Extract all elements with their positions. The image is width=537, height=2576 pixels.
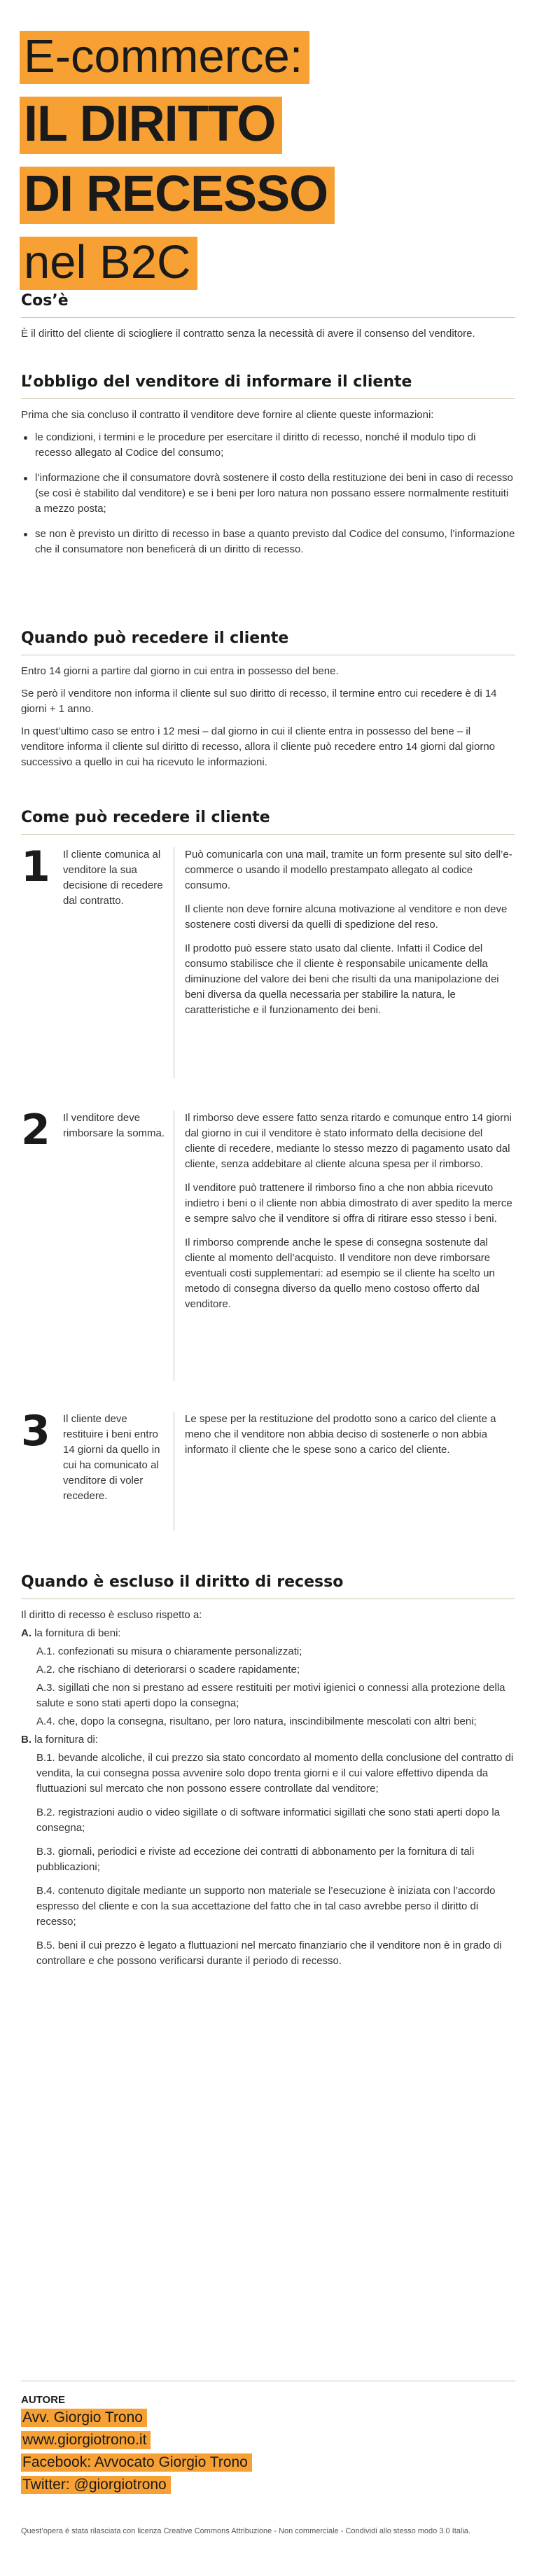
step-summary: Il cliente comunica al venditore la sua decisione di recedere dal contratto. [63,849,163,907]
step-details [185,1412,514,1466]
group-text: la fornitura di: [34,1733,99,1746]
section-divider [21,317,515,318]
step-summary: Il cliente deve restituire i beni entro 14 giorni da quello in cui ha comunicato al venditore di voler recedere. [63,1413,160,1502]
section-heading-quando: Quando può recedere il cliente [21,629,289,647]
step-detail-paragraph: Il cliente non deve fornire alcuna motivazione al venditore e non deve sostenere costi diversi da quelli di spedizione del reso. [185,903,508,931]
step-number: 1 [21,842,50,891]
group-text: la fornitura di beni: [34,1627,121,1639]
author-block [21,2381,515,2498]
quando-p2: Se però il venditore non informa il cliente sul suo diritto di recesso, il termine entro cui recedere è di 14 giorni + 1 anno. [21,687,497,715]
title-line-3: DI RECESSO [20,167,335,224]
title-line-1: E-commerce: [20,31,309,84]
escluso-a-list [21,1644,515,1729]
section-come [21,808,515,843]
author-heading: AUTORE [21,2394,66,2406]
step-detail-paragraph: Il rimborso comprende anche le spese di consegna sostenute dal cliente al momento dell’acquisto. Il venditore non deve rimborsare eventuali costi supplementari: ad esempio se il cliente ha scelto un metodo di consegna diverso da quello meno costoso offerto dal venditore. [185,1237,495,1310]
group-label: B. [21,1733,32,1746]
section-divider [21,398,515,399]
list-item: l’informazione che il consumatore dovrà sostenere il costo della restituzione dei beni in caso di recesso (se così è stabilito dal venditore) e se i beni per loro natura non possano essere normalmente restituiti a mezzo posta; [21,471,515,517]
cose-text: È il diritto del cliente di sciogliere il contratto senza la necessità di avere il consenso del venditore. [21,327,475,340]
list-item: B.5. beni il cui prezzo è legato a fluttuazioni nel mercato finanziario che il venditore non è in grado di controllare e che possono verificarsi durante il periodo di recesso. [36,1939,502,1967]
list-item: A.1. confezionati su misura o chiaramente personalizzati; [36,1645,302,1657]
section-heading-obbligo: L’obbligo del venditore di informare il cliente [21,373,412,391]
section-cose [21,291,515,349]
step-detail-paragraph: Il rimborso deve essere fatto senza ritardo e comunque entro 14 giorni dal giorno in cui il venditore è stato informato della decisione del cliente di recedere, mediante lo stesso mezzo di pagamento usato dal cliente, senza addebitare al cliente alcuna spesa per il rimborso. [185,1112,512,1170]
author-website-link[interactable]: www.giorgiotrono.it [21,2431,151,2449]
section-escluso [21,1573,515,1972]
escluso-intro: Il diritto di recesso è escluso rispetto a: [21,1608,202,1621]
step-details [185,1111,514,1321]
title-line-2: IL DIRITTO [20,97,282,154]
section-heading-escluso: Quando è escluso il diritto di recesso [21,1573,344,1591]
step-detail-paragraph: Il prodotto può essere stato usato dal cliente. Infatti il Codice del consumo stabilisce che il cliente è responsabile unicamente della diminuzione del valore dei beni che risulti da una manipolazione dei beni diversa da quella necessaria per stabilire la natura, le caratteristiche e il funzionamento dei beni. [185,942,499,1016]
author-name: Avv. Giorgio Trono [21,2409,147,2427]
step-number: 2 [21,1106,50,1155]
step-details [185,847,514,1026]
list-item: A.2. che rischiano di deteriorarsi o scadere rapidamente; [36,1663,300,1676]
quando-p3: In quest’ultimo caso se entro i 12 mesi – dal giorno in cui il cliente entra in possesso del bene – il venditore informa il cliente sul diritto di recesso, allora il cliente può recedere entro 14 giorni dal giorno successivo a quello in cui ha ricevuto le informazioni. [21,725,496,768]
author-twitter-link[interactable]: Twitter: @giorgiotrono [21,2476,171,2494]
list-item: le condizioni, i termini e le procedure per esercitare il diritto di recesso, nonché il modulo tipo di recesso allegato al Codice del consumo; [21,430,515,461]
step-detail-paragraph: Il venditore può trattenere il rimborso fino a che non abbia ricevuto indietro i beni o il cliente non abbia dimostrato di aver spedito la merce e sempre salvo che il venditore si offra di ritirare esso stesso i beni. [185,1182,512,1225]
list-item: se non è previsto un diritto di recesso in base a quanto previsto dal Codice del consumo, l’informazione che il consumatore non beneficerà di un diritto di recesso. [21,527,515,557]
section-heading-come: Come può recedere il cliente [21,809,270,826]
title-line-4: nel B2C [20,237,197,290]
quando-p1: Entro 14 giorni a partire dal giorno in cui entra in possesso del bene. [21,664,339,677]
list-item: B.2. registrazioni audio o video sigillate o di software informatici sigillati che sono stati aperti dopo la consegna; [36,1806,501,1834]
section-quando [21,629,515,777]
escluso-group-a [21,1626,515,1641]
obbligo-list [21,430,515,557]
section-obbligo [21,373,515,567]
step-detail-paragraph: Può comunicarla con una mail, tramite un form presente sul sito dell’e-commerce o usando il modello prestampato allegato al codice consumo. [185,849,512,891]
list-item: A.3. sigillati che non si prestano ad essere restituiti per motivi igienici o connessi alla protezione della salute e sono stati aperti dopo la consegna; [36,1681,505,1709]
list-item: A.4. che, dopo la consegna, risultano, per loro natura, inscindibilmente mescolati con altri beni; [36,1715,477,1727]
title-block [20,31,335,290]
list-item: B.1. bevande alcoliche, il cui prezzo sia stato concordato al momento della conclusione del contratto di vendita, la cui consegna possa avvenire solo dopo trenta giorni e il cui valore effettivo dipenda da fluttuazioni sul mercato che non possono essere controllate dal venditore; [36,1751,514,1795]
obbligo-intro: Prima che sia concluso il contratto il venditore deve fornire al cliente queste informazioni: [21,408,434,421]
step-number: 3 [21,1407,50,1456]
author-facebook-link[interactable]: Facebook: Avvocato Giorgio Trono [21,2453,252,2472]
step-detail-paragraph: Le spese per la restituzione del prodotto sono a carico del cliente a meno che il venditore non abbia deciso di sostenerle o non abbia informato il cliente che le spese sono a carico del cliente. [185,1413,496,1456]
escluso-group-b [21,1732,515,1748]
license-footer: Quest’opera è stata rilasciata con licenza Creative Commons Attribuzione - Non commerciale - Condividi allo stesso modo 3.0 Italia. [21,2527,470,2535]
group-label: A. [21,1627,32,1639]
step-summary: Il venditore deve rimborsare la somma. [63,1112,165,1139]
list-item: B.3. giornali, periodici e riviste ad eccezione dei contratti di abbonamento per la fornitura di tali pubblicazioni; [36,1845,475,1873]
list-item: B.4. contenuto digitale mediante un supporto non materiale se l’esecuzione è iniziata con l’accordo espresso del cliente e con la sua accettazione del fatto che in tal caso avrebbe perso il diritto di recesso; [36,1884,496,1928]
section-heading-cose: Cos’è [21,292,69,309]
section-divider [21,834,515,835]
escluso-b-list [21,1750,515,1969]
